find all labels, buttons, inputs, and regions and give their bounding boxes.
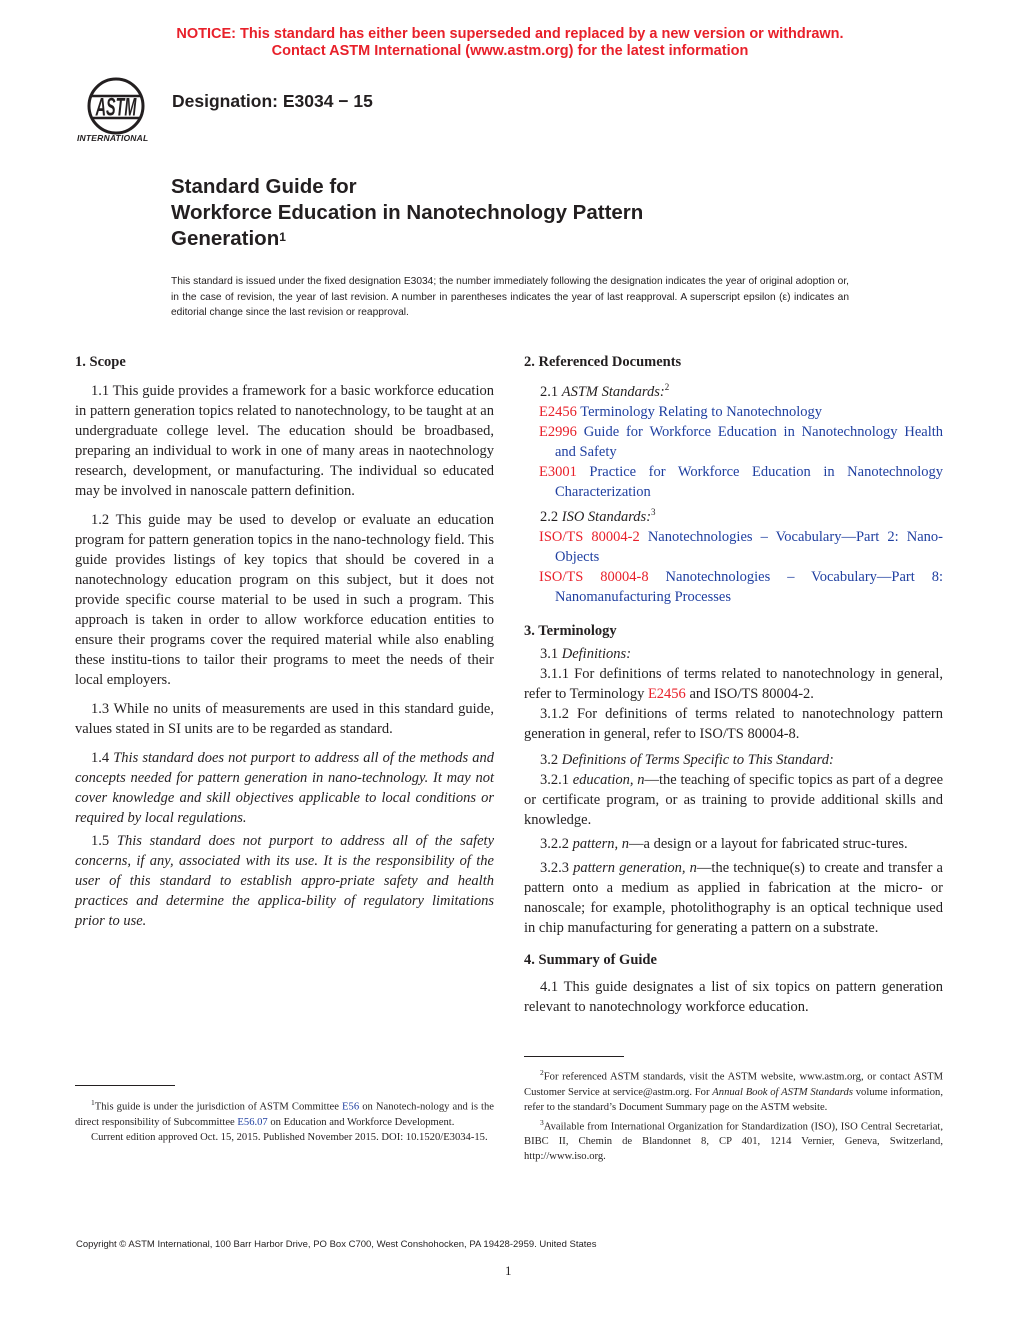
para-1-4: [75, 748, 494, 828]
title-line-2: Workforce Education in Nanotechnology Pattern: [171, 201, 644, 224]
para-1-4-num: 1.4: [91, 750, 114, 766]
ref-2-1-label: ASTM Standards:: [561, 383, 665, 400]
title-footnote-mark: 1: [279, 230, 286, 244]
term-3-2-2: [524, 834, 943, 854]
ref-code[interactable]: ISO/TS 80004-2: [539, 528, 640, 545]
para-1-4-text: This standard does not purport to address all of the methods and concepts needed for pattern generation in nano-technology. It may not cover knowledge and skill objectives applicable to local conditions or required by local regulations.: [75, 750, 495, 826]
fn1-link-e5607[interactable]: E56.07: [237, 1116, 268, 1128]
term-3-2-2-num: 3.2.2: [540, 835, 573, 852]
fn1-b: on Nanotech-nology and is the direct responsibility of Subcommittee: [75, 1101, 495, 1128]
term-3-2-2-term: pattern, n: [572, 835, 630, 852]
ref-item[interactable]: [524, 402, 943, 422]
footnote-1-edition: Current edition approved Oct. 15, 2015. Published November 2015. DOI: 10.1520/E3034-15.: [91, 1131, 488, 1143]
para-1-5-num: 1.5: [91, 833, 117, 849]
term-3-2-1-def: —the teaching of specific topics as part of a degree or certificate program, or as training to provide additional skills and knowledge.: [524, 771, 944, 828]
designation: Designation: E3034 − 15: [172, 91, 373, 111]
refdocs-heading: 2. Referenced Documents: [524, 354, 682, 370]
terminology-heading: 3. Terminology: [524, 622, 617, 639]
footnote-rule-left: [75, 1085, 175, 1086]
scope-heading: 1. Scope: [75, 354, 126, 370]
term-3-1-1-a: 3.1.1 For definitions of terms related to nanotechnology in general, refer to Terminology: [524, 665, 943, 702]
ref-title[interactable]: Practice for Workforce Education in Nanotechnology Characterization: [555, 463, 943, 500]
term-3-2-num: 3.2: [540, 751, 562, 768]
term-3-1-label: Definitions:: [561, 645, 632, 662]
page-number: 1: [505, 1263, 512, 1278]
footnote-1-text: [75, 1095, 494, 1130]
ref-item[interactable]: [524, 567, 943, 607]
ref-2-1: [524, 377, 943, 402]
footnotes-right: [524, 1065, 943, 1164]
logo-mark: ASTM: [95, 94, 137, 122]
term-3-2-1-term: education, n: [572, 771, 645, 788]
term-3-2-3-num: 3.2.3: [540, 859, 574, 876]
ref-code[interactable]: ISO/TS 80004-8: [539, 568, 649, 585]
term-3-1-num: 3.1: [540, 645, 562, 662]
ref-2-1-num: 2.1: [540, 383, 562, 400]
term-3-2-2-def: —a design or a layout for fabricated struc-tures.: [629, 835, 908, 852]
withdrawal-notice: [0, 26, 1020, 60]
footnote-1: [75, 1095, 494, 1145]
right-column: [524, 352, 943, 1017]
fn2-mark: 2: [540, 1068, 544, 1077]
para-1-5: [75, 831, 494, 931]
term-3-1-2: 3.1.2 For definitions of terms related to nanotechnology pattern generation in general, refer to ISO/TS 80004-8.: [524, 705, 943, 742]
summary-heading: 4. Summary of Guide: [524, 951, 657, 968]
ref-2-1-sup: 2: [664, 382, 670, 392]
term-3-2-3-def: —the technique(s) to create and transfer a pattern onto a medium as applied in fabrication at the micro- or nanoscale; for example, photolithography is an optical technique used in chip manufacturing for generating a pattern on a substrate.: [524, 859, 943, 936]
ref-2-2: [524, 502, 943, 527]
term-3-2-3-term: pattern generation, n: [573, 859, 697, 876]
ref-code[interactable]: E2456: [539, 403, 577, 420]
ref-2-2-sup: 3: [651, 506, 656, 517]
summary-4-1: 4.1 This guide designates a list of six topics on pattern generation relevant to nanotechnology workforce education.: [524, 978, 943, 1015]
fn1-mark: 1: [91, 1098, 95, 1107]
ref-code[interactable]: E2996: [539, 423, 577, 440]
ref-2-2-label: ISO Standards:: [561, 508, 652, 525]
para-1-5-text: This standard does not purport to address all of the safety concerns, if any, associated with its use. It is the responsibility of the user of this standard to establish appro-priate safety and health practices and determine the applica-bility of regulatory limitations prior to use.: [75, 833, 495, 929]
footnote-2: [524, 1065, 943, 1115]
fn2-ital: Annual Book of ASTM Standards: [712, 1086, 853, 1098]
preamble: This standard is issued under the fixed designation E3034; the number immediately following the designation indicates the year of original adoption or, in the case of revision, the year of last revision. A number in parentheses indicates the year of last reapproval. A superscript epsilon (ε) indicates an editorial change since the last revision or reapproval.: [171, 276, 849, 318]
notice-line-2: Contact ASTM International (www.astm.org) for the latest information: [271, 43, 749, 59]
fn1-c: on Education and Workforce Development.: [267, 1116, 455, 1128]
para-1-3: 1.3 While no units of measurements are used in this standard guide, values stated in SI units are to be regarded as standard.: [75, 701, 494, 737]
fn2-b: volume information, refer to the standard’s Document Summary page on the ASTM website.: [524, 1086, 943, 1113]
astm-logo: [74, 74, 162, 146]
title-line-3: [171, 226, 286, 252]
term-3-1: [524, 644, 943, 664]
ref-title[interactable]: Guide for Workforce Education in Nanotechnology Health and Safety: [555, 423, 944, 460]
copyright-footer: Copyright © ASTM International, 100 Barr Harbor Drive, PO Box C700, West Conshohocken, PA 19428-2959. United States: [76, 1239, 597, 1250]
term-3-1-1-link[interactable]: E2456: [647, 685, 686, 702]
logo-caption: INTERNATIONAL: [77, 133, 149, 143]
para-1-2: 1.2 This guide may be used to develop or evaluate an education program for pattern generation topics in the nano-technology field. This guide provides listings of key topics that should be covered in a nanotechnology education program on this subject, but it does not provide specific course material to be used in such a program. This approach is taken in order to allow workforce education entities to ensure their programs cover the required material while also enabling these institu-tions to tailor their programs to meet the needs of their local employers.: [75, 512, 494, 688]
term-3-1-1-b: and ISO/TS 80004-2.: [685, 685, 814, 702]
fn3-mark: 3: [540, 1117, 544, 1127]
left-column: [75, 352, 494, 931]
title-generation: Generation: [171, 227, 280, 250]
para-1-1: 1.1 This guide provides a framework for a basic workforce education in pattern generation topics related to nanotechnology, to be taught at an undergraduate college level. The education should be broadbased, preparing an individual to work in one of many areas in naotechnology research, development, or manufacturing. The individual so educated may be involved in nanoscale pattern definition.: [75, 383, 494, 499]
fn1-a: This guide is under the jurisdiction of ASTM Committee: [94, 1101, 343, 1113]
title-line-1: Standard Guide for: [171, 175, 357, 198]
fn1-link-e56[interactable]: E56: [342, 1101, 360, 1113]
term-3-2-3: [524, 858, 943, 938]
ref-item[interactable]: [524, 462, 943, 502]
ref-item[interactable]: [524, 527, 943, 567]
ref-title[interactable]: Nanotechnologies – Vocabulary—Part 2: Nano-Objects: [555, 528, 943, 565]
ref-item[interactable]: [524, 422, 943, 462]
ref-code[interactable]: E3001: [539, 463, 577, 480]
footnote-rule-right: [524, 1056, 624, 1057]
fn3-text: Available from International Organization for Standardization (ISO), ISO Central Secretariat, BIBC II, Chemin de Blandonnet 8, CP 401, 1214 Vernier, Geneva, Switzerland, http://www.iso.org.: [524, 1121, 943, 1163]
term-3-2-label: Definitions of Terms Specific to This Standard:: [561, 751, 834, 768]
term-3-2-1: [524, 770, 943, 830]
term-3-2-1-num: 3.2.1: [540, 771, 573, 788]
footnote-3: [524, 1115, 943, 1165]
term-3-2: [524, 750, 943, 770]
fn2-a: For referenced ASTM standards, visit the ASTM website, www.astm.org, or contact ASTM Customer Service at service@astm.org. For: [524, 1071, 943, 1098]
ref-2-2-num: 2.2: [540, 508, 562, 525]
ref-title[interactable]: Nanotechnologies – Vocabulary—Part 8: Nanomanufacturing Processes: [555, 568, 943, 605]
notice-line-1: NOTICE: This standard has either been superseded and replaced by a new version or withdrawn.: [176, 26, 844, 42]
term-3-1-1: [524, 664, 943, 704]
ref-title[interactable]: Terminology Relating to Nanotechnology: [580, 403, 823, 420]
